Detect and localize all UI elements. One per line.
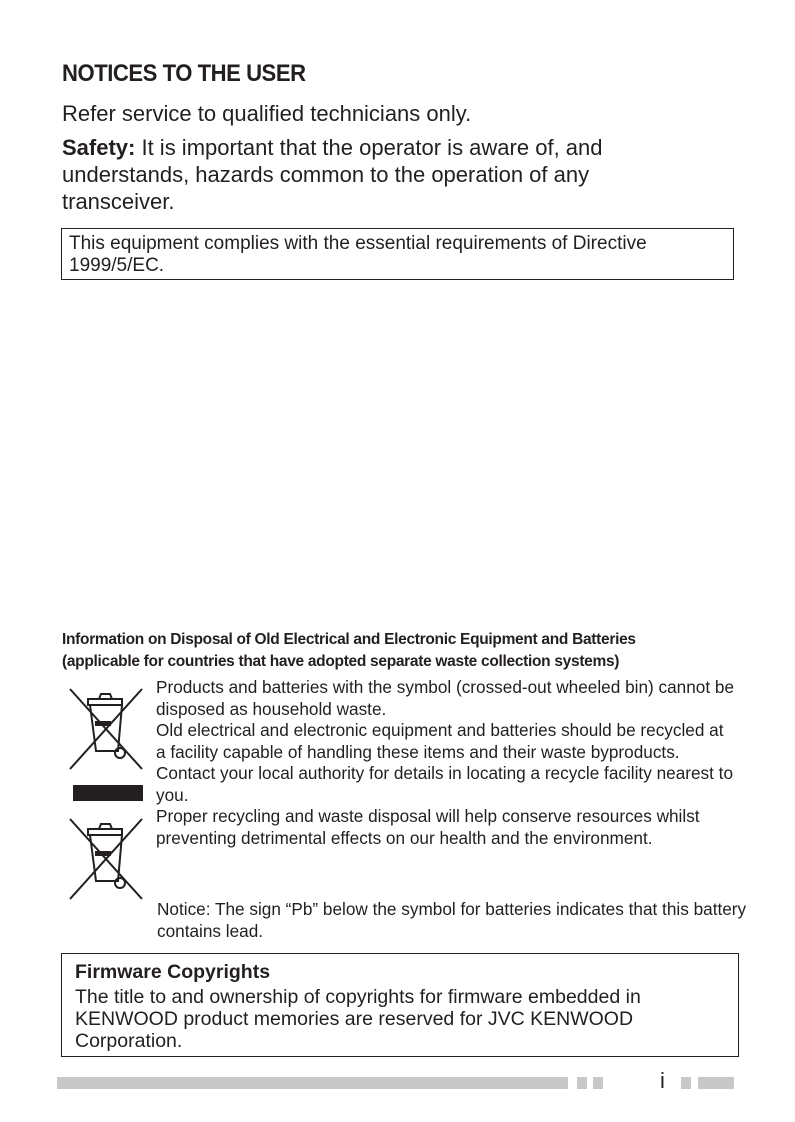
firmware-box [61, 953, 739, 1057]
disposal-heading [62, 629, 636, 673]
crossed-out-wheeled-bin-icon [66, 685, 146, 775]
disposal-paragraph: Proper recycling and waste disposal will help conserve resources whilst preventing detrimental effects on our health and the environment. [156, 806, 700, 848]
disposal-heading-line1: Information on Disposal of Old Electrical and Electronic Equipment and Batteries [62, 631, 636, 648]
footer-bar-end [698, 1077, 734, 1089]
footer-square [681, 1077, 691, 1089]
service-notice: Refer service to qualified technicians only. [62, 101, 472, 126]
disposal-body [156, 677, 736, 849]
firmware-title: Firmware Copyrights [75, 961, 271, 983]
safety-label: Safety: [62, 135, 136, 160]
footer-square [577, 1077, 587, 1089]
disposal-paragraph: Contact your local authority for details in locating a recycle facility nearest to you. [156, 763, 734, 805]
footer-square [593, 1077, 603, 1089]
directive-box: This equipment complies with the essential requirements of Directive 1999/5/EC. [61, 228, 734, 280]
separate-collection-bar [73, 785, 143, 801]
disposal-paragraph: Products and batteries with the symbol (crossed-out wheeled bin) cannot be disposed as household waste. [156, 677, 735, 719]
safety-text: It is important that the operator is aware of, and understands, hazards common to the operation of any transceiver. [62, 135, 603, 214]
page-title: NOTICES TO THE USER [62, 60, 306, 87]
firmware-text: The title to and ownership of copyrights for firmware embedded in KENWOOD product memories are reserved for JVC KENWOOD Corporation. [75, 986, 641, 1052]
disposal-heading-line2: (applicable for countries that have adopted separate waste collection systems) [62, 653, 620, 670]
lead-notice: Notice: The sign “Pb” below the symbol for batteries indicates that this battery contains lead. [157, 899, 747, 941]
disposal-paragraph: Old electrical and electronic equipment and batteries should be recycled at a facility capable of handling these items and their waste byproducts. [156, 720, 724, 762]
crossed-out-wheeled-bin-icon [66, 815, 146, 905]
safety-notice [62, 134, 702, 215]
footer-bar [57, 1077, 568, 1089]
page-number: i [660, 1068, 665, 1093]
